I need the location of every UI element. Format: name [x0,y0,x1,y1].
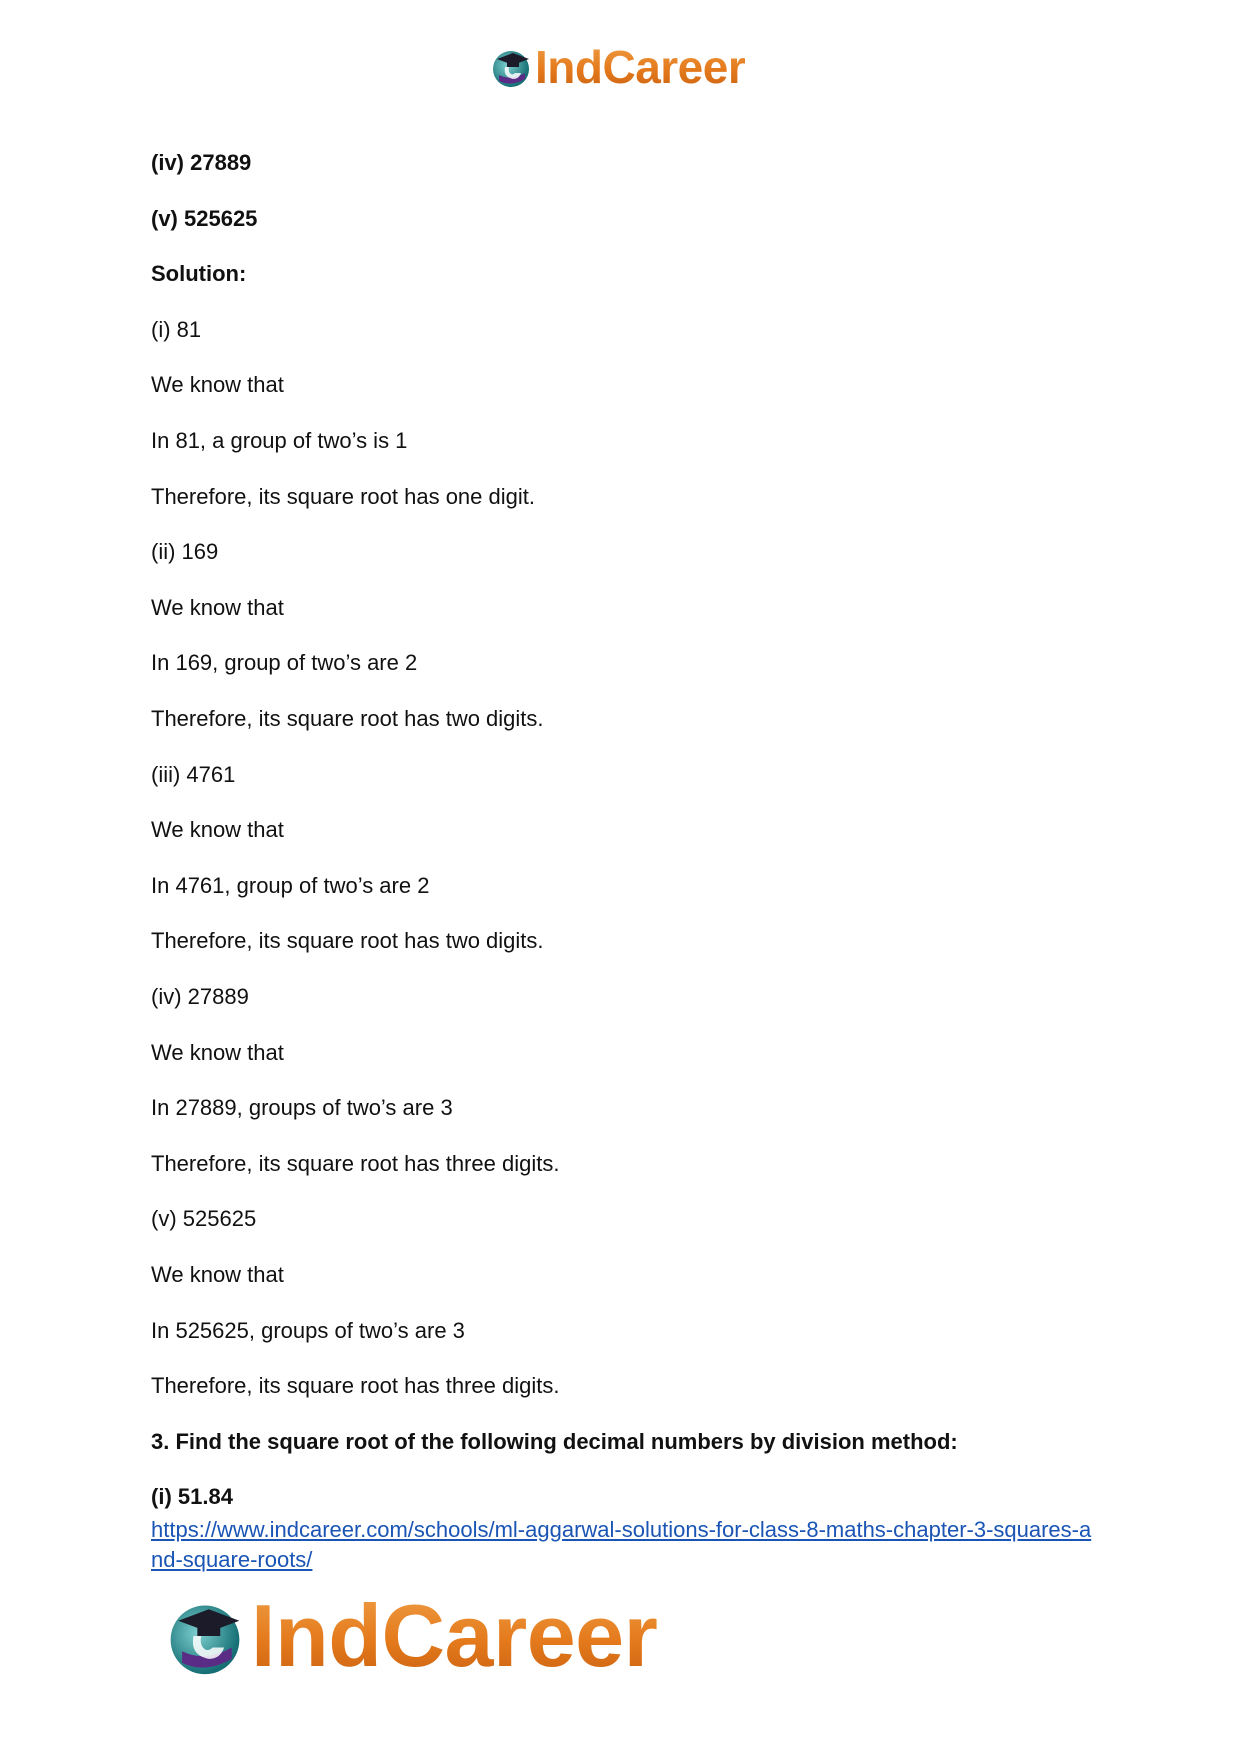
text-line: (i) 81 [151,316,202,342]
graduation-cap-globe-icon [163,1594,247,1678]
graduation-cap-globe-icon [489,45,533,89]
text-line: In 169, group of two’s are 2 [151,650,418,676]
text-line: Therefore, its square root has three digits. [151,1150,560,1176]
text-line: (v) 525625 [151,1206,257,1232]
logo-text: IndCareer [535,41,746,93]
text-line: (i) 51.84 [151,1484,233,1510]
text-line: We know that [151,1262,284,1287]
text-line: We know that [151,594,284,620]
text-line: (ii) 169 [151,539,219,565]
text-line: (iii) 4761 [151,761,236,787]
logo-text: IndCareer [251,1586,658,1685]
text-line: We know that [151,1039,284,1065]
text-line: In 27889, groups of two’s are 3 [151,1095,453,1121]
source-link[interactable]: https://www.indcareer.com/schools/ml-aggarwal-solutions-for-class-8-maths-chapter-3-squares-and-square-roots/ [151,1517,1092,1572]
text-line: Solution: [151,261,247,287]
footer-logo[interactable] [163,1588,657,1684]
text-line: We know that [151,817,284,843]
text-line: Therefore, its square root has one digit. [151,483,535,509]
text-line: (iv) 27889 [151,150,252,175]
text-line: We know that [151,372,284,398]
text-line: (v) 525625 [151,205,258,231]
text-line: Therefore, its square root has two digits. [151,928,544,954]
header-logo[interactable] [489,42,745,92]
text-line: 3. Find the square root of the following decimal numbers by division method: [151,1428,958,1454]
text-line: In 525625, groups of two’s are 3 [151,1317,465,1343]
text-line: (iv) 27889 [151,984,249,1009]
text-line: Therefore, its square root has two digits. [151,706,544,731]
text-line: In 81, a group of two’s is 1 [151,428,408,453]
text-line: In 4761, group of two’s are 2 [151,872,430,898]
text-line: Therefore, its square root has three digits. [151,1373,560,1399]
